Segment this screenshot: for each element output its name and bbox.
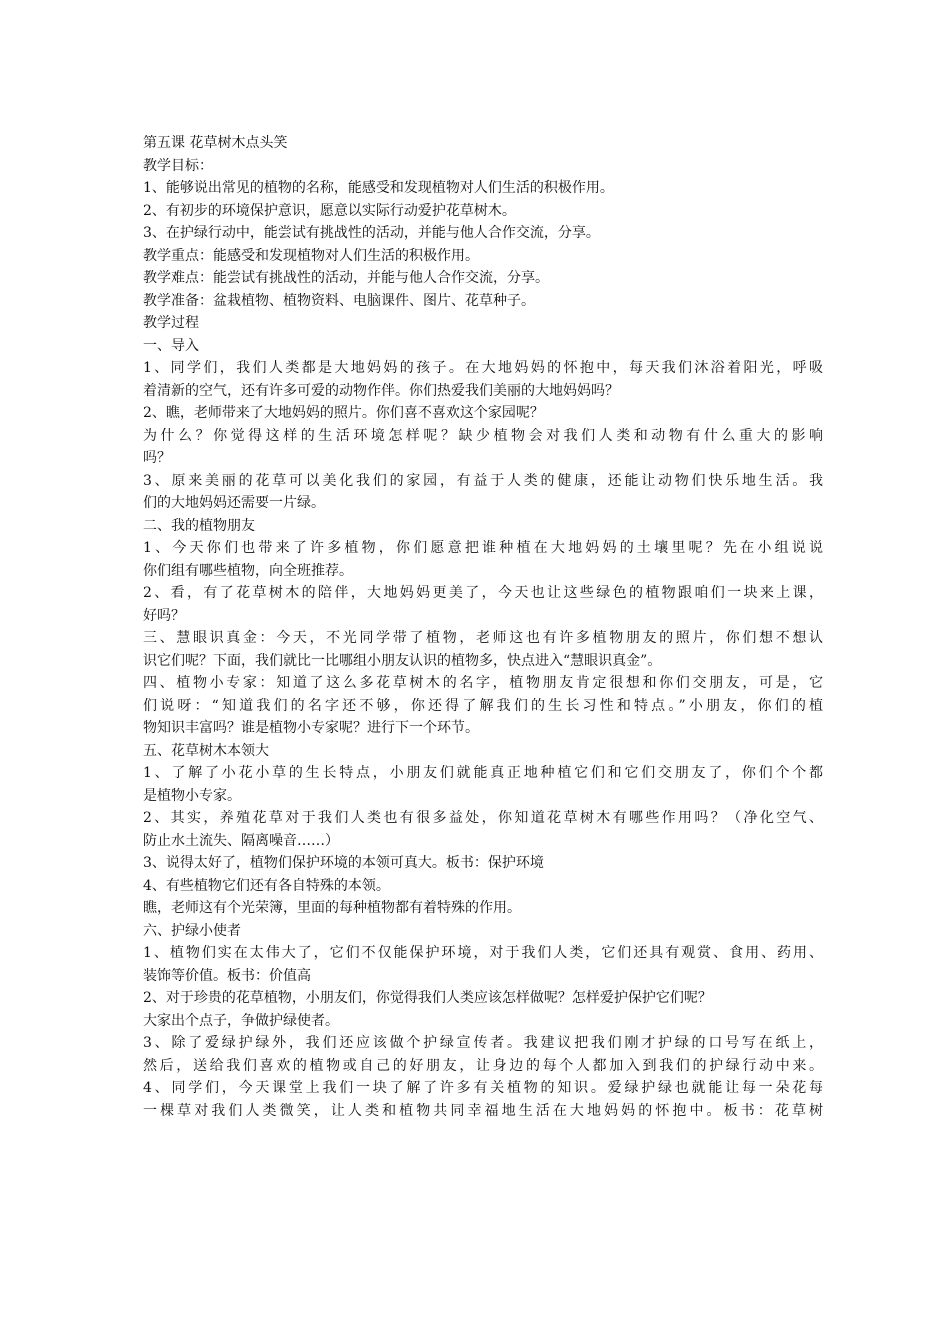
paragraph-line: 3、除了爱绿护绿外，我们还应该做个护绿宣传者。我建议把我们刚才护绿的口号写在纸上，: [143, 1035, 823, 1051]
paragraph-line: 然后，送给我们喜欢的植物或自己的好朋友，让身边的每个人都加入到我们的护绿行动中来。: [143, 1057, 823, 1074]
paragraph-line: 3、在护绿行动中，能尝试有挑战性的活动，并能与他人合作交流，分享。: [143, 225, 600, 241]
paragraph-line: 物知识丰富吗？谁是植物小专家呢？进行下一个环节。: [143, 720, 479, 736]
paragraph-line: 1、植物们实在太伟大了，它们不仅能保护环境，对于我们人类，它们还具有观赏、食用、药用、: [143, 945, 823, 961]
paragraph-line: 1、了解了小花小草的生长特点，小朋友们就能真正地种植它们和它们交朋友了，你们个个都: [143, 765, 823, 781]
paragraph-line: 识它们呢？下面，我们就比一比哪组小朋友认识的植物多，快点进入“慧眼识真金”。: [143, 652, 662, 669]
paragraph-line: 3、原来美丽的花草可以美化我们的家园，有益于人类的健康，还能让动物们快乐地生活。我: [143, 472, 823, 489]
section-heading: 二、我的植物朋友: [143, 517, 255, 534]
paragraph-line: 教学难点：能尝试有挑战性的活动，并能与他人合作交流，分享。: [143, 270, 549, 286]
document-body: [143, 132, 823, 1122]
section-heading: 教学过程: [143, 315, 199, 331]
paragraph-line: 着清新的空气，还有许多可爱的动物作伴。你们热爱我们美丽的大地妈妈吗？: [143, 382, 619, 399]
paragraph-line: 为什么？你觉得这样的生活环境怎样呢？缺少植物会对我们人类和动物有什么重大的影响: [143, 427, 823, 444]
paragraph-line: 1、能够说出常见的植物的名称，能感受和发现植物对人们生活的积极作用。: [143, 180, 614, 196]
paragraph-line: 们的大地妈妈还需要一片绿。: [143, 495, 325, 511]
paragraph-line: 你们组有哪些植物，向全班推荐。: [143, 562, 353, 579]
paragraph-line: 1、同学们，我们人类都是大地妈妈的孩子。在大地妈妈的怀抱中，每天我们沐浴着阳光，呼吸: [143, 360, 823, 376]
paragraph-line: 三、慧眼识真金：今天，不光同学带了植物，老师这也有许多植物朋友的照片，你们想不想认: [143, 630, 823, 646]
paragraph-line: 教学准备：盆栽植物、植物资料、电脑课件、图片、花草种子。: [143, 292, 535, 309]
paragraph-line: 1、今天你们也带来了许多植物，你们愿意把谁种植在大地妈妈的土壤里呢？先在小组说说: [143, 540, 823, 556]
paragraph-line: 2、看，有了花草树木的陪伴，大地妈妈更美了，今天也让这些绿色的植物跟咱们一块来上课，: [143, 585, 823, 601]
section-heading: 六、护绿小使者: [143, 922, 241, 939]
section-heading: 教学目标：: [143, 157, 213, 174]
section-heading: 一、导入: [143, 337, 199, 354]
paragraph-line: 3、说得太好了，植物们保护环境的本领可真大。板书：保护环境: [143, 855, 544, 871]
paragraph-line: 吗？: [143, 450, 171, 466]
paragraph-line: 大家出个点子，争做护绿使者。: [143, 1012, 339, 1029]
paragraph-line: 4、有些植物它们还有各自特殊的本领。: [143, 877, 390, 894]
paragraph-line: 2、其实，养殖花草对于我们人类也有很多益处，你知道花草树木有哪些作用吗？（净化空气、: [143, 810, 823, 826]
paragraph-line: 装饰等价值。板书：价值高: [143, 967, 311, 984]
lesson-title: 第五课 花草树木点头笑: [143, 135, 288, 151]
paragraph-line: 们说呀：“知道我们的名字还不够，你还得了解我们的生长习性和特点。”小朋友，你们的植: [143, 697, 823, 714]
paragraph-line: 防止水土流失、隔离噪音……）: [143, 832, 339, 849]
paragraph-line: 教学重点：能感受和发现植物对人们生活的积极作用。: [143, 247, 479, 264]
paragraph-line: 2、瞧，老师带来了大地妈妈的照片。你们喜不喜欢这个家园呢？: [143, 405, 544, 421]
paragraph-line: 一棵草对我们人类微笑，让人类和植物共同幸福地生活在大地妈妈的怀抱中。板书：花草树: [143, 1102, 823, 1119]
paragraph-line: 4、同学们，今天课堂上我们一块了解了许多有关植物的知识。爱绿护绿也就能让每一朵花每: [143, 1080, 823, 1096]
paragraph-line: 四、植物小专家：知道了这么多花草树木的名字，植物朋友肯定很想和你们交朋友，可是，它: [143, 675, 823, 691]
section-heading: 五、花草树木本领大: [143, 742, 269, 759]
paragraph-line: 2、对于珍贵的花草植物，小朋友们，你觉得我们人类应该怎样做呢？怎样爱护保护它们呢？: [143, 990, 712, 1006]
paragraph-line: 是植物小专家。: [143, 787, 241, 804]
paragraph-line: 好吗？: [143, 607, 185, 624]
paragraph-line: 瞧，老师这有个光荣簿，里面的每种植物都有着特殊的作用。: [143, 900, 521, 916]
paragraph-line: 2、有初步的环境保护意识，愿意以实际行动爱护花草树木。: [143, 202, 516, 219]
